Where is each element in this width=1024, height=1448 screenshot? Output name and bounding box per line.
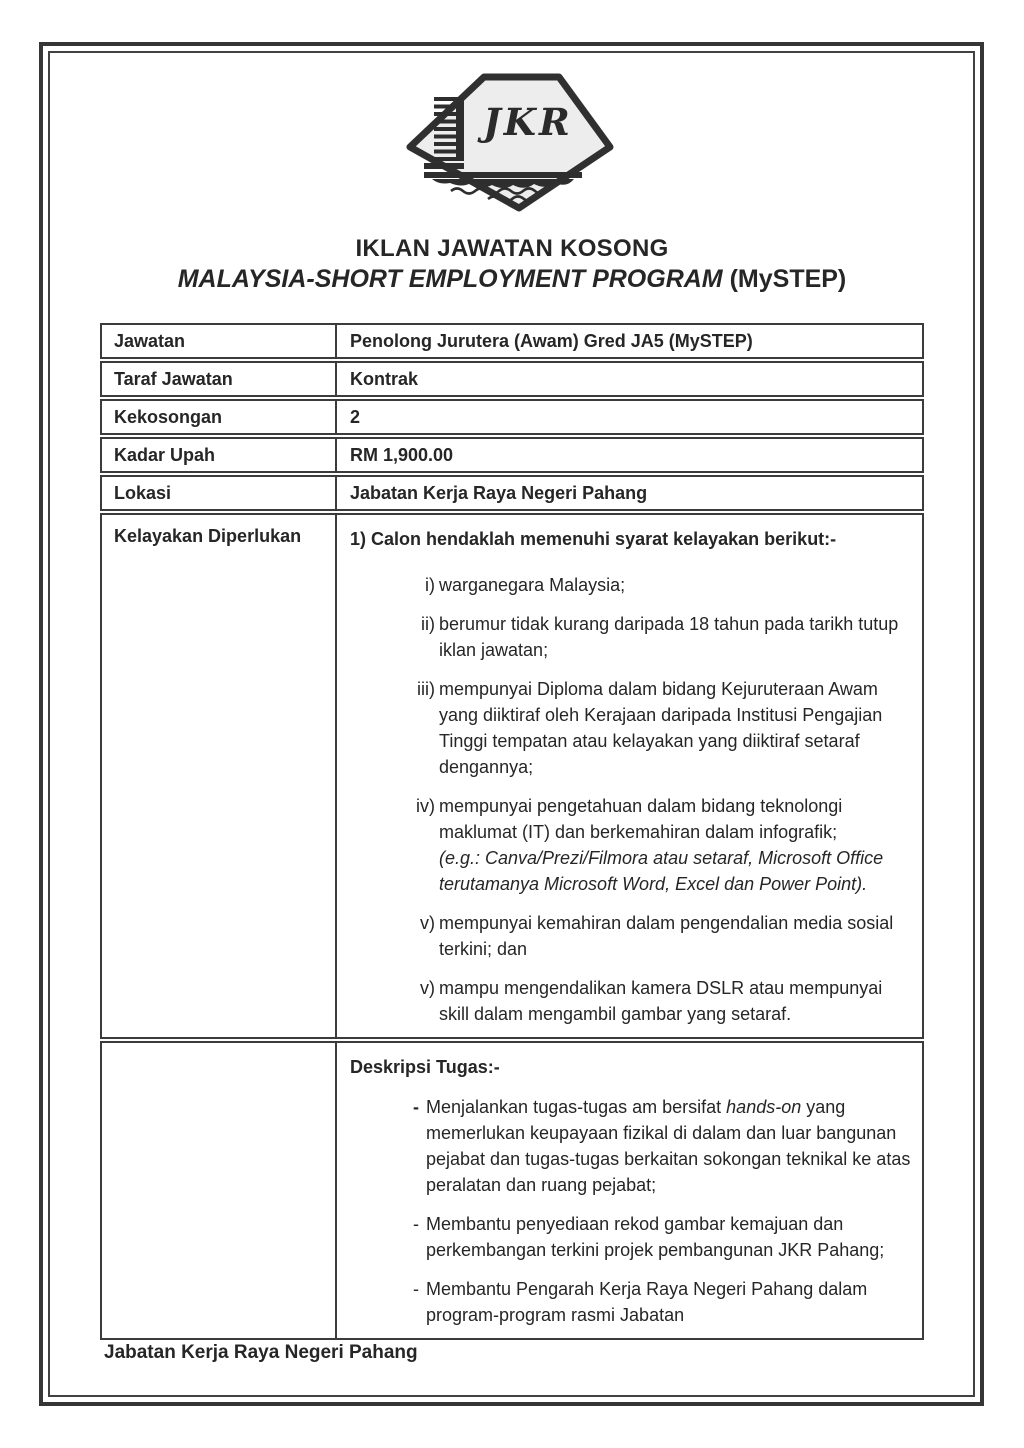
requirement-marker: v) (420, 978, 435, 998)
requirement-item (350, 910, 914, 962)
row-label: Jawatan (100, 323, 337, 359)
task-item (350, 1276, 914, 1328)
requirement-item (350, 611, 914, 663)
jkr-logo (404, 72, 616, 214)
requirement-marker: ii) (421, 614, 435, 634)
document-title (0, 233, 1024, 295)
row-label: Lokasi (100, 475, 337, 511)
task-text: yang memerlukan keupayaan fizikal di dalam dan luar bangunan pejabat dan tugas-tugas berkaitan sokongan teknikal ke atas peralatan dan ruang pejabat; (426, 1097, 911, 1195)
requirement-marker: iv) (416, 796, 435, 816)
requirement-marker: v) (420, 913, 435, 933)
task-text: Menjalankan tugas-tugas am bersifat (426, 1097, 727, 1117)
footer-department-name: Jabatan Kerja Raya Negeri Pahang (104, 1342, 418, 1363)
task-text: Membantu penyediaan rekod gambar kemajuan dan perkembangan terkini projek pembangunan JKR Pahang; (426, 1214, 885, 1260)
row-value: Penolong Jurutera (Awam) Gred JA5 (MySTEP) (337, 323, 924, 359)
task-dash: - (413, 1097, 419, 1117)
table-row-lokasi (100, 475, 924, 511)
task-text-italic: hands-on (726, 1097, 802, 1117)
row-label: Kadar Upah (100, 437, 337, 473)
job-details-table (100, 323, 924, 1342)
requirement-text: mampu mengendalikan kamera DSLR atau mempunyai skill dalam mengambil gambar yang setaraf. (439, 978, 883, 1024)
requirement-text: warganegara Malaysia; (439, 575, 626, 595)
table-row-kelayakan (100, 513, 924, 1039)
logo-text: JKR (483, 100, 573, 144)
row-value: 2 (337, 399, 924, 435)
row-value: RM 1,900.00 (337, 437, 924, 473)
requirement-text: mempunyai kemahiran dalam pengendalian media sosial terkini; dan (439, 913, 894, 959)
requirement-marker: iii) (417, 679, 435, 699)
requirement-item (350, 793, 914, 897)
row-label: Taraf Jawatan (100, 361, 337, 397)
task-text: Membantu Pengarah Kerja Raya Negeri Pahang dalam program-program rasmi Jabatan (426, 1279, 868, 1325)
task-dash: - (413, 1214, 419, 1234)
title-line-2 (0, 264, 1024, 295)
requirement-item (350, 572, 914, 598)
title-program-name: MALAYSIA-SHORT EMPLOYMENT PROGRAM (177, 265, 723, 293)
requirement-marker: i) (425, 575, 435, 595)
task-item (350, 1211, 914, 1263)
requirement-text: berumur tidak kurang daripada 18 tahun pada tarikh tutup iklan jawatan; (439, 614, 899, 660)
kelayakan-cell (337, 513, 924, 1039)
table-row-deskripsi (100, 1041, 924, 1340)
task-item (350, 1094, 914, 1198)
row-label: Kekosongan (100, 399, 337, 435)
table-row-jawatan (100, 323, 924, 359)
title-line-1: IKLAN JAWATAN KOSONG (355, 235, 669, 262)
row-label: Kelayakan Diperlukan (100, 513, 337, 1039)
table-row-kekosongan (100, 399, 924, 435)
kelayakan-heading: 1) Calon hendaklah memenuhi syarat kelayakan berikut:- (350, 529, 837, 549)
deskripsi-heading: Deskripsi Tugas:- (350, 1057, 500, 1077)
task-dash: - (413, 1279, 419, 1299)
requirement-text: mempunyai Diploma dalam bidang Kejuruteraan Awam yang diiktiraf oleh Kerajaan daripada Institusi Pengajian Tinggi tempatan atau kelayakan yang diiktiraf setaraf dengannya; (439, 679, 883, 777)
requirement-text: mempunyai pengetahuan dalam bidang teknolongi maklumat (IT) dan berkemahiran dalam infografik; (439, 796, 843, 842)
row-value: Kontrak (337, 361, 924, 397)
row-value: Jabatan Kerja Raya Negeri Pahang (337, 475, 924, 511)
table-row-kadar-upah (100, 437, 924, 473)
requirement-note-italic: (e.g.: Canva/Prezi/Filmora atau setaraf, Microsoft Office terutamanya Microsoft Word, Excel dan Power Point). (439, 848, 884, 894)
title-program-abbrev: (MySTEP) (722, 265, 847, 293)
requirement-item (350, 975, 914, 1027)
requirement-item (350, 676, 914, 780)
table-row-taraf-jawatan (100, 361, 924, 397)
row-label-empty (100, 1041, 337, 1340)
deskripsi-cell (337, 1041, 924, 1340)
